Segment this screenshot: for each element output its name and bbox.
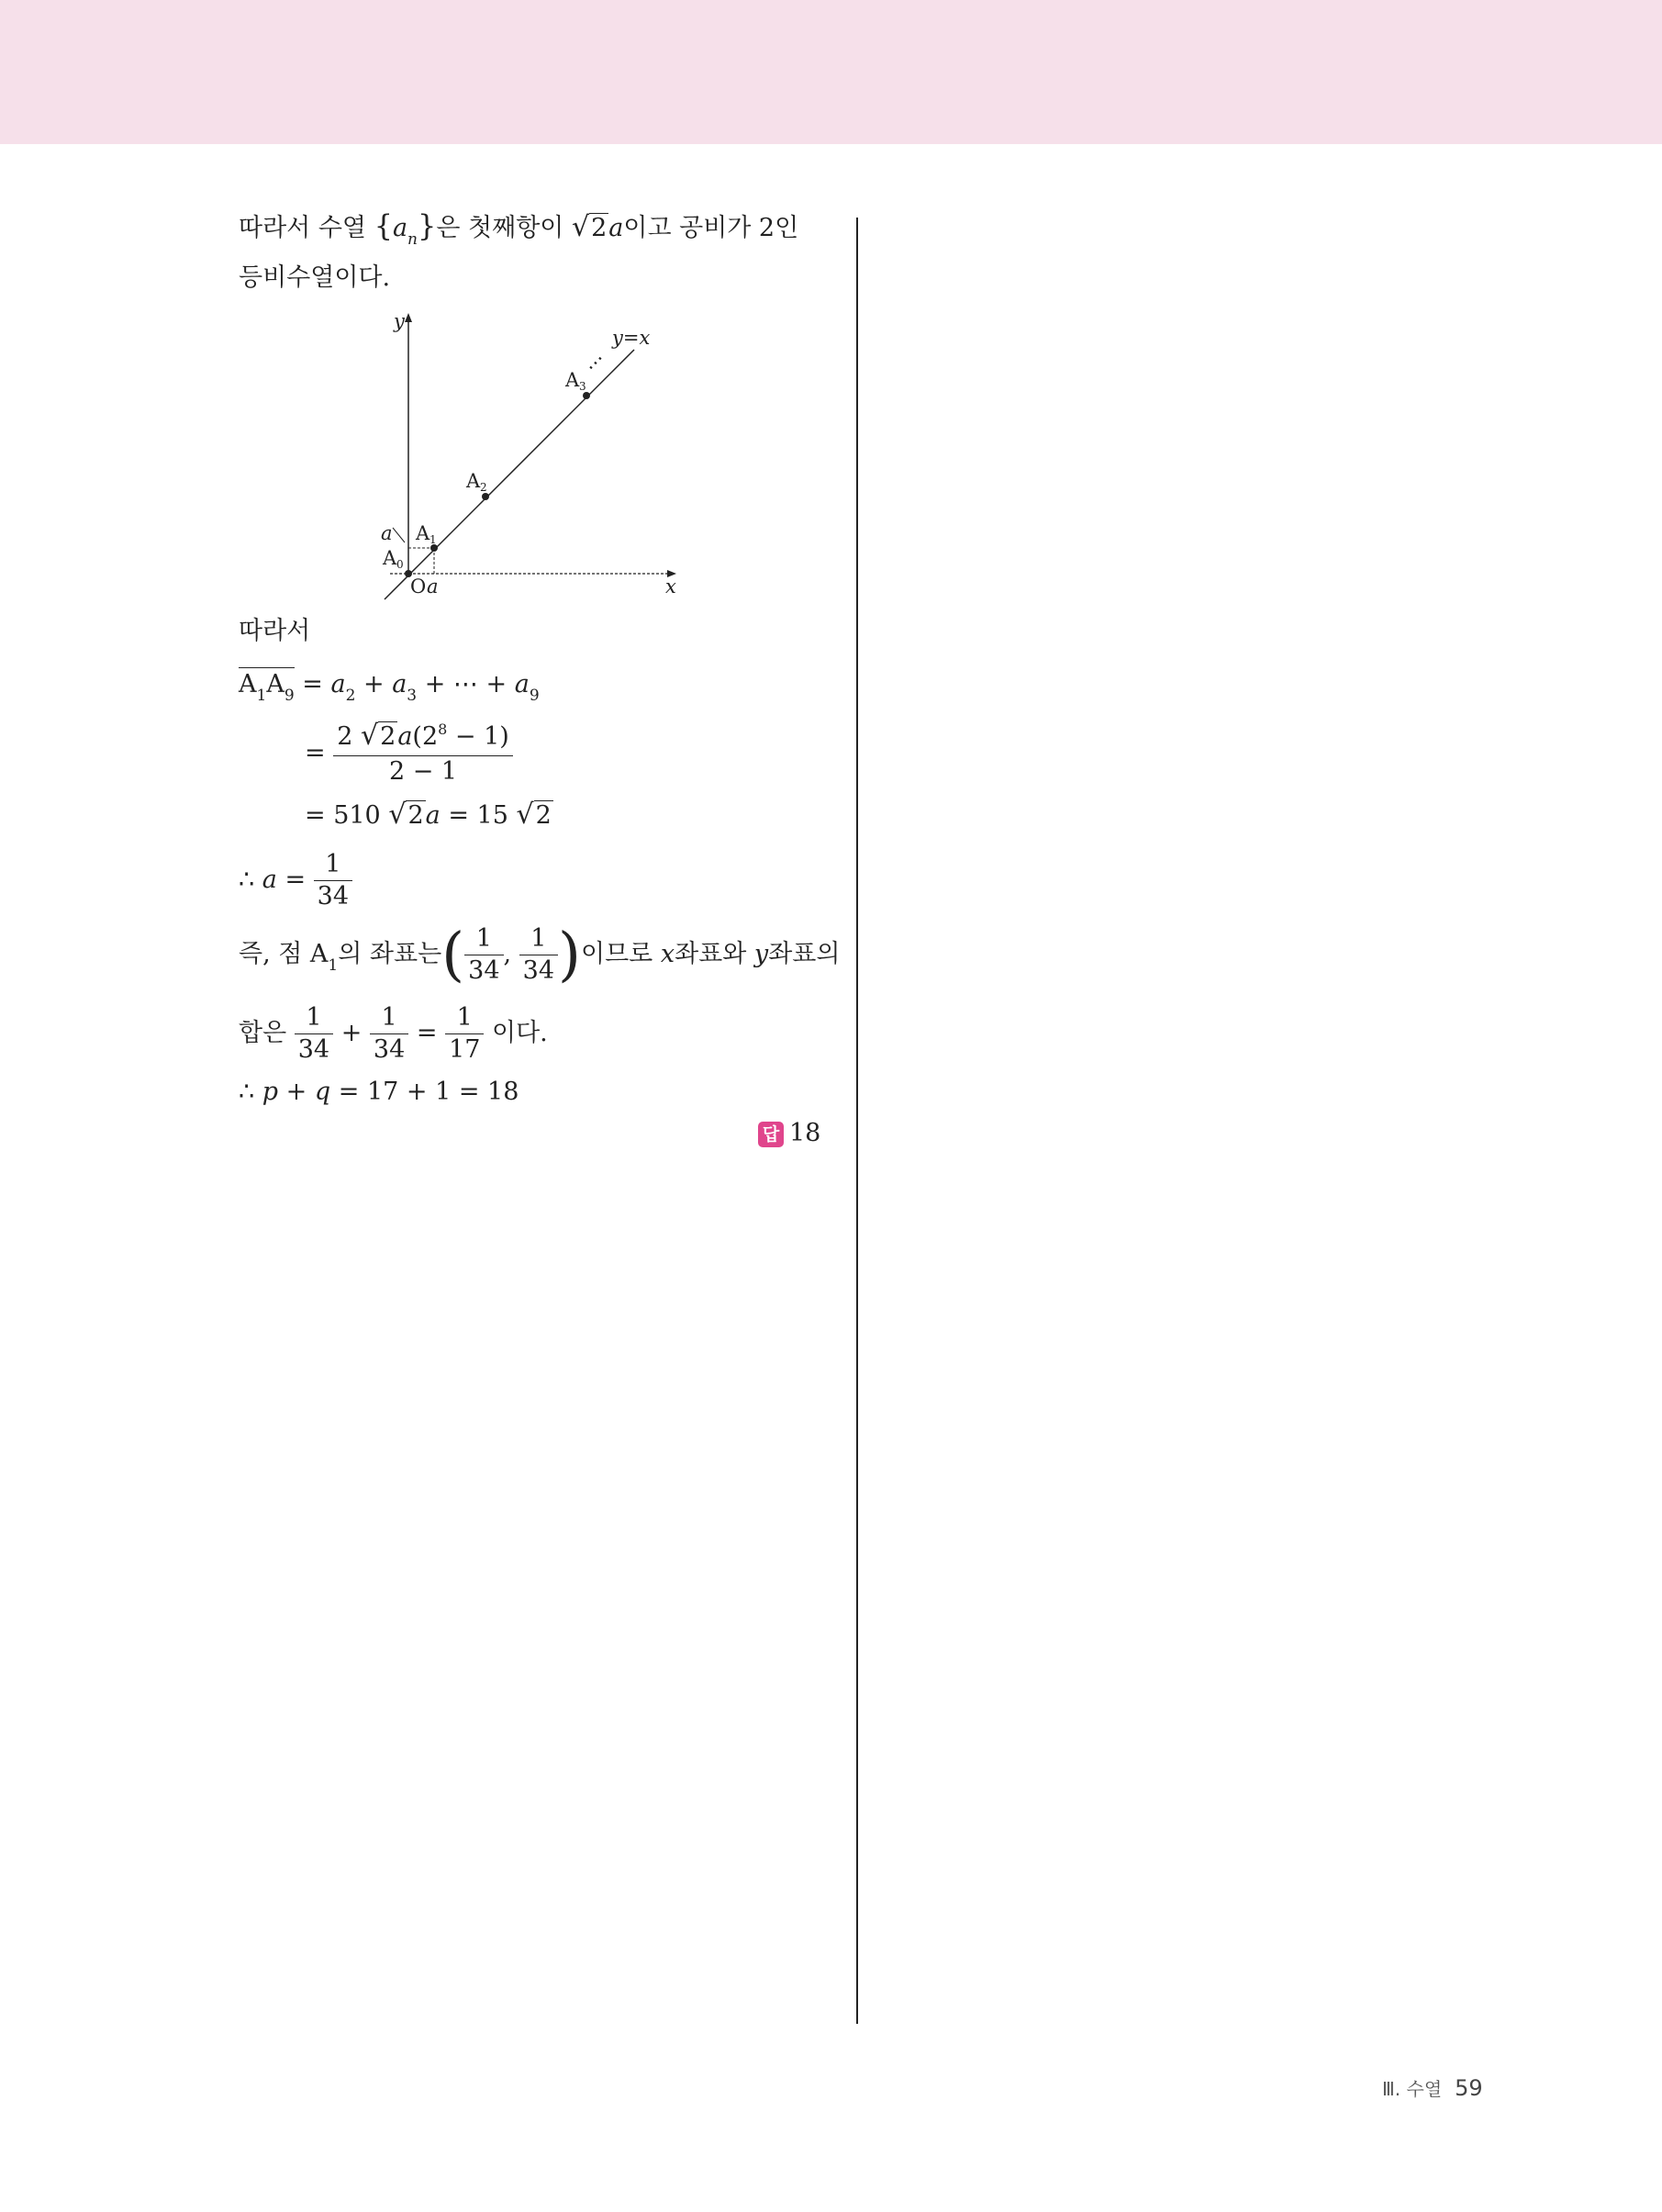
eq3-mid: = 15	[440, 801, 517, 830]
eq2-equals: =	[305, 739, 334, 767]
eq1-equals: =	[294, 670, 331, 698]
num-rest: − 1)	[447, 722, 509, 751]
sum-fraction-3	[445, 1002, 484, 1066]
num-a: a	[397, 722, 413, 751]
coord-comma: ,	[503, 940, 519, 968]
sum-text-2: 이다.	[484, 1019, 548, 1047]
graph-dots: ⋯	[580, 348, 610, 378]
coordinate-graph	[372, 307, 702, 601]
line-y-equals-x	[385, 350, 634, 599]
eq3-equals: = 510	[305, 801, 389, 830]
column-divider	[856, 218, 858, 2024]
intro-text-1: 따라서 수열	[239, 214, 374, 242]
eq4-denominator: 34	[314, 880, 352, 912]
eq3-a: a	[425, 801, 441, 830]
y-axis-label: y	[394, 310, 405, 332]
num-exponent: 8	[438, 721, 448, 738]
term-a2-sub: 2	[345, 687, 356, 705]
sum-fraction-1	[295, 1002, 333, 1066]
coord-f1-den: 34	[464, 955, 503, 987]
answer-row	[758, 1117, 820, 1150]
equation-line-3	[305, 799, 553, 832]
final-q: q	[314, 1078, 331, 1106]
sum-plus: +	[333, 1019, 370, 1047]
eq1-plus-2: + ⋯ +	[417, 670, 515, 698]
coord-text-5: 좌표의	[768, 940, 841, 968]
seg-a: A	[239, 670, 257, 698]
sum-fraction-2	[370, 1002, 408, 1066]
sum-f1-num: 1	[306, 1003, 322, 1032]
page-footer	[1382, 2074, 1483, 2101]
term-a2: a	[330, 670, 346, 698]
point-a3	[583, 392, 590, 399]
eq3-sqrt-1: √	[388, 799, 407, 831]
coord-fraction-2	[519, 923, 558, 987]
a0-label: A	[383, 547, 397, 569]
seg-sub-1: 1	[256, 687, 267, 705]
eq4-therefore: ∴	[239, 866, 262, 894]
eq4-fraction	[314, 849, 352, 912]
sqrt-radicand: 2	[591, 214, 608, 242]
coord-paren-open: (	[441, 921, 465, 989]
answer-badge: 답	[758, 1122, 784, 1147]
a-bottom-label: a	[427, 575, 439, 598]
answer-value: 18	[789, 1119, 821, 1147]
page-number: 59	[1455, 2075, 1483, 2101]
a0-subscript: 0	[396, 558, 404, 571]
coord-text-1: 즉, 점 A	[239, 940, 329, 968]
sum-f2-den: 34	[370, 1033, 408, 1066]
num-paren-open: (2	[412, 722, 439, 751]
sum-text-1: 합은	[239, 1019, 295, 1047]
eq3-sqrt-2: √	[516, 799, 534, 831]
final-plus: +	[278, 1078, 315, 1106]
coord-text-3: 이므로	[581, 940, 661, 968]
coord-text-4: 좌표와	[675, 940, 754, 968]
line-label: y=x	[612, 327, 651, 349]
eq1-plus-1: +	[355, 670, 393, 698]
point-a2	[482, 493, 489, 500]
sum-f2-num: 1	[381, 1003, 397, 1032]
eq4-equals: =	[276, 866, 314, 894]
a2-subscript: 2	[480, 481, 487, 494]
eq2-numerator	[333, 721, 513, 755]
sum-f1-den: 34	[295, 1033, 333, 1066]
origin-label: O	[410, 575, 427, 598]
seg-b: A	[266, 670, 284, 698]
segment-a1a9	[239, 667, 295, 705]
intro-line-1	[239, 209, 798, 248]
footer-section-title: Ⅲ. 수열	[1382, 2078, 1443, 2100]
a-left-label: a	[381, 522, 393, 544]
num-two: 2	[337, 722, 353, 751]
final-p: p	[262, 1078, 279, 1106]
coord-x: x	[660, 940, 675, 968]
intro-text-2: 은 첫째항이	[436, 214, 572, 242]
coord-f1-num: 1	[475, 924, 492, 953]
eq4-numerator: 1	[325, 850, 341, 878]
seq-brace-open: {	[374, 208, 393, 243]
eq4-a: a	[262, 866, 277, 894]
term-a3-sub: 3	[407, 687, 418, 705]
intro-text-3: 이고 공비가 2인	[623, 214, 799, 242]
seq-variable: a	[392, 214, 408, 242]
sum-equals: =	[408, 1019, 446, 1047]
header-band	[0, 0, 1662, 144]
equation-line-4	[239, 849, 352, 912]
coord-f2-num: 1	[530, 924, 547, 953]
a3-label: A	[565, 369, 580, 391]
a1-label: A	[416, 522, 430, 544]
equation-line-2	[305, 721, 513, 788]
term-a9-sub: 9	[529, 687, 540, 705]
eq3-radicand-1: 2	[407, 801, 424, 830]
coord-sub: 1	[328, 956, 339, 975]
term-a9: a	[514, 670, 530, 698]
sum-sentence	[239, 1002, 548, 1066]
coord-y: y	[753, 940, 769, 968]
x-axis-label: x	[665, 575, 676, 598]
sqrt-sign: √	[571, 211, 590, 243]
eq2-denominator: 2 − 1	[333, 755, 513, 788]
eq3-radicand-2: 2	[535, 801, 552, 830]
sum-f3-num: 1	[456, 1003, 473, 1032]
first-term-variable: a	[608, 214, 624, 242]
coordinate-sentence	[239, 923, 840, 987]
coord-f2-den: 34	[519, 955, 558, 987]
therefore-word: 따라서	[239, 617, 311, 645]
seq-brace-close: }	[418, 208, 437, 243]
a3-subscript: 3	[579, 380, 586, 393]
a1-subscript: 1	[429, 533, 437, 546]
num-sqrt-sign: √	[361, 720, 379, 752]
num-radicand: 2	[380, 722, 396, 751]
eq2-fraction	[333, 721, 513, 788]
term-a3: a	[392, 670, 407, 698]
coord-text-2: 의 좌표는	[338, 940, 442, 968]
equation-line-1	[239, 668, 540, 704]
final-therefore: ∴	[239, 1078, 262, 1106]
seg-sub-9: 9	[284, 687, 295, 705]
coord-fraction-1	[464, 923, 503, 987]
sum-f3-den: 17	[445, 1033, 484, 1066]
a2-label: A	[466, 470, 481, 492]
seq-subscript: n	[407, 230, 418, 249]
y-axis-arrow	[405, 313, 412, 322]
coord-paren-close: )	[558, 921, 581, 989]
final-rest: = 17 + 1 = 18	[330, 1078, 519, 1106]
a-pointer-line	[393, 528, 405, 542]
intro-line-2: 등비수열이다.	[239, 263, 391, 292]
final-equation	[239, 1076, 519, 1109]
